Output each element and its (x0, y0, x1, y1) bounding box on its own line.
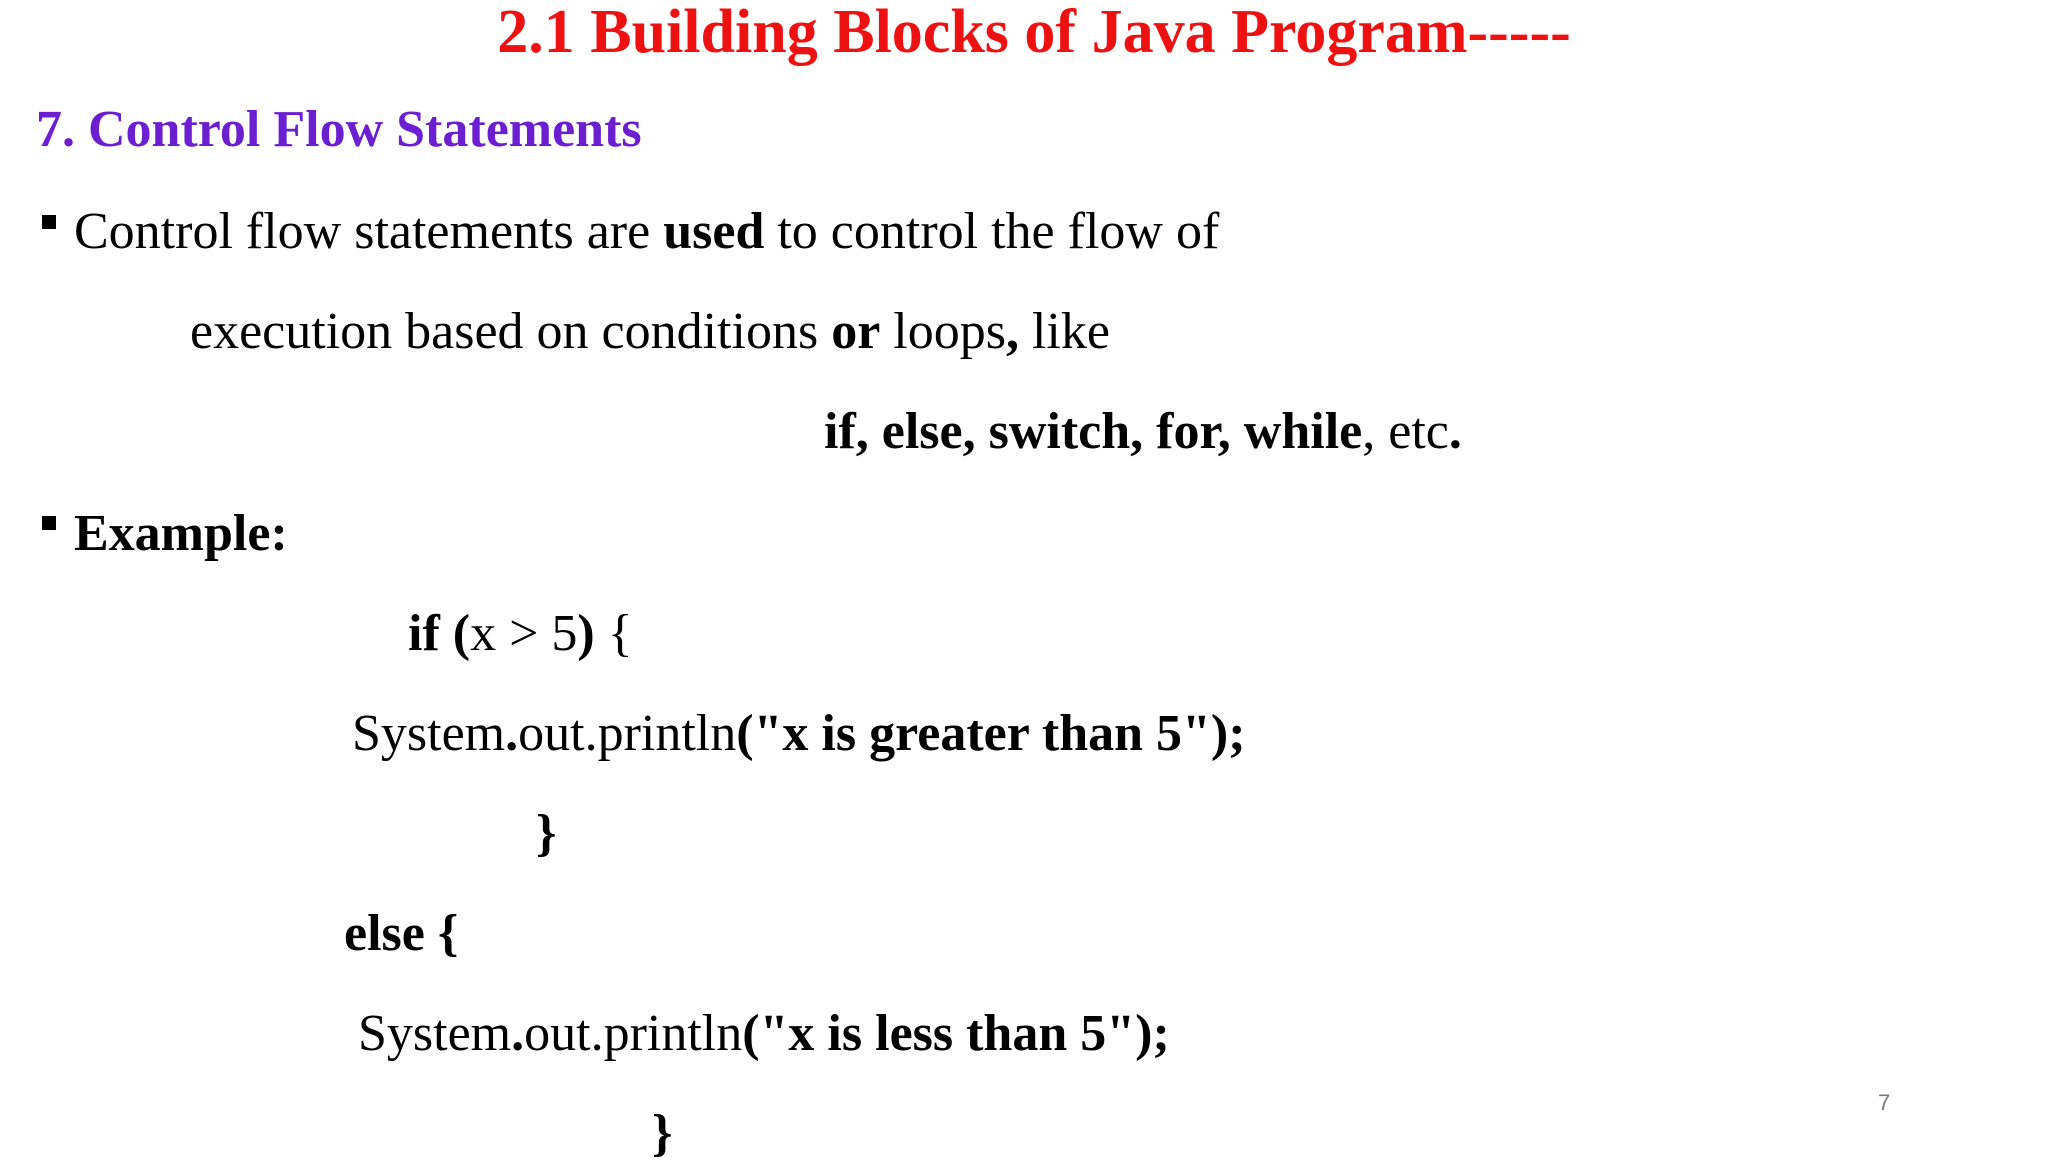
slide-title-text: 2.1 Building Blocks of Java Program----- (497, 0, 1571, 66)
code-line-close-brace: } (536, 805, 557, 862)
code-line-println-less (358, 1002, 1170, 1066)
bullet1-line1 (74, 200, 1219, 264)
code-keyword-if: if (408, 605, 440, 662)
code-segment: ( (439, 605, 471, 662)
code-segment: > (509, 605, 539, 662)
code-segment: System (352, 705, 506, 762)
code-line-if (408, 602, 633, 666)
bullet1-line2 (190, 300, 1110, 364)
text-segment: Control flow statements are (74, 203, 664, 260)
section-heading: 7. Control Flow Statements (36, 101, 642, 158)
code-segment: . (505, 705, 519, 762)
code-segment: . (511, 1005, 525, 1062)
code-segment: 5 (538, 605, 578, 662)
text-segment: to control the flow of (764, 203, 1220, 260)
square-bullet-icon (42, 215, 56, 229)
bullet1-line3 (824, 400, 1462, 464)
text-bold-segment: used (663, 203, 765, 260)
code-segment: ) (577, 605, 595, 662)
text-segment: execution based on conditions (190, 303, 832, 360)
code-segment: out.println (524, 1005, 743, 1062)
example-label: Example: (74, 505, 288, 562)
code-string: ("x is less than 5"); (742, 1005, 1170, 1062)
text-bold-segment: or (831, 303, 881, 360)
keywords-list: if, else, switch, for, while (824, 403, 1363, 460)
code-line-close-brace-final: } (652, 1105, 673, 1162)
text-bold-segment: , (1005, 303, 1019, 360)
text-segment: loops (880, 303, 1006, 360)
text-bold-segment: . (1448, 403, 1462, 460)
page-number: 7 (1878, 1090, 1891, 1115)
text-segment: like (1018, 303, 1110, 360)
code-line-else: else { (344, 905, 459, 962)
code-line-println-greater (352, 702, 1246, 766)
slide-title (0, 0, 2048, 68)
text-segment: , etc (1362, 403, 1449, 460)
code-brace: { (594, 605, 633, 662)
code-segment: System (358, 1005, 512, 1062)
code-segment: out.println (518, 705, 737, 762)
code-string: ("x is greater than 5"); (736, 705, 1246, 762)
square-bullet-icon (42, 516, 56, 530)
code-segment: x (470, 605, 510, 662)
